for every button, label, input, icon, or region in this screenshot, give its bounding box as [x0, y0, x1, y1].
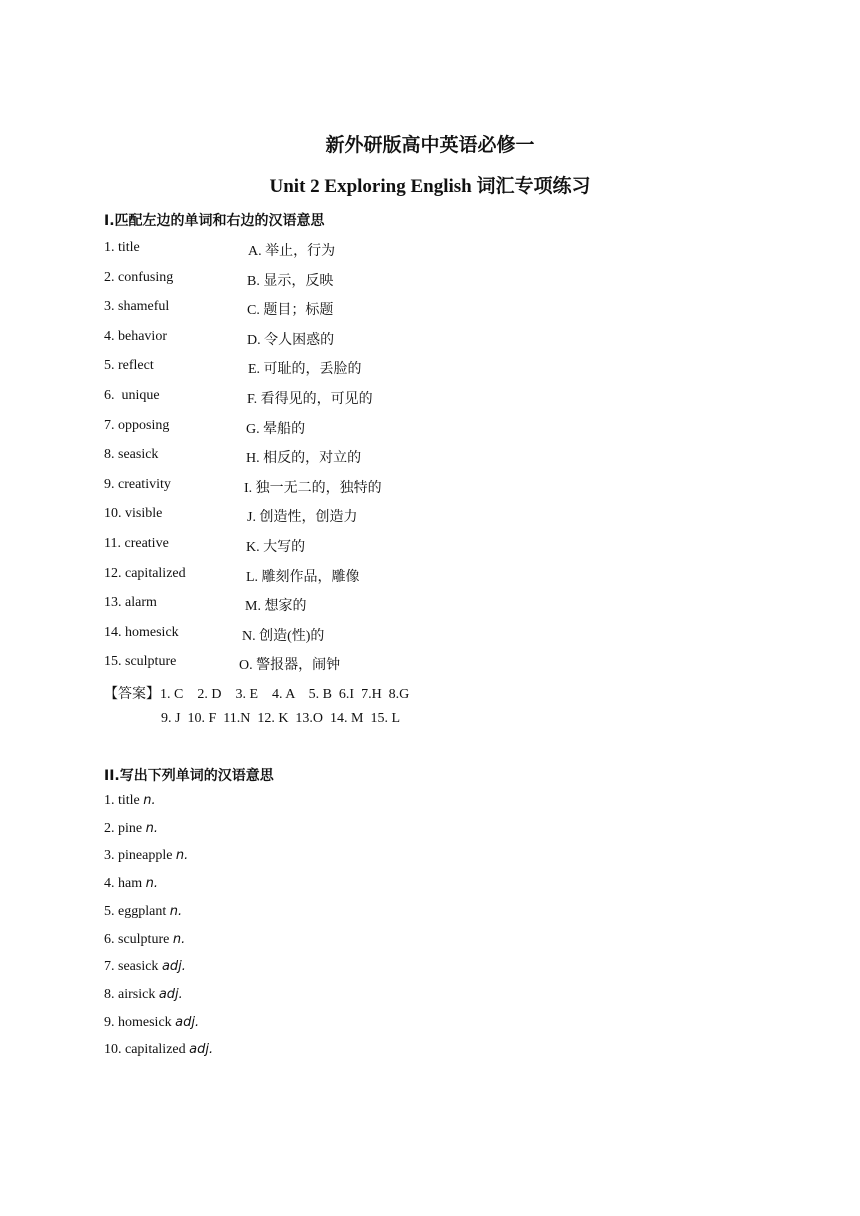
part-of-speech: n.: [145, 876, 158, 892]
word-list-item: [104, 821, 158, 837]
match-row: [104, 329, 604, 349]
match-row: [104, 418, 604, 438]
section2-heading: II.写出下列单词的汉语意思: [104, 768, 274, 784]
list-word: 2. pine: [104, 820, 146, 836]
part-of-speech: adj.: [189, 1042, 214, 1058]
match-word: 4. behavior: [104, 328, 167, 344]
match-word: 10. visible: [104, 506, 163, 522]
answer-line-1: 【答案】1. C 2. D 3. E 4. A 5. B 6.I 7.H 8.G: [104, 687, 410, 702]
document-subtitle: Unit 2 Exploring English 词汇专项练习: [269, 176, 591, 197]
match-meaning: B. 显示，反映: [247, 273, 334, 289]
part-of-speech: n.: [175, 848, 189, 864]
part-of-speech: n.: [169, 903, 183, 919]
match-meaning: C. 题目；标题: [247, 303, 334, 319]
match-row: [104, 270, 604, 290]
match-word: 6. unique: [104, 388, 160, 403]
word-list-item: [104, 876, 158, 892]
match-meaning: O. 警报器，闹钟: [239, 658, 341, 674]
match-meaning: K. 大写的: [246, 540, 306, 555]
match-meaning: E. 可耻的，丢脸的: [248, 362, 362, 378]
match-word: 14. homesick: [104, 624, 179, 640]
match-row: [104, 625, 604, 645]
match-row: [104, 654, 604, 674]
word-list-item: [104, 1015, 199, 1031]
match-row: [104, 447, 604, 467]
list-word: 10. capitalized: [104, 1042, 190, 1058]
list-word: 3. pineapple: [104, 848, 176, 864]
match-meaning: M. 想家的: [245, 599, 307, 615]
word-list-item: [104, 959, 186, 975]
match-word: 13. alarm: [104, 595, 157, 611]
match-word: 3. shameful: [104, 299, 170, 315]
word-list-item: [104, 932, 185, 948]
list-word: 7. seasick: [104, 959, 162, 975]
match-meaning: H. 相反的，对立的: [246, 451, 362, 467]
word-list-item: [104, 1042, 213, 1058]
match-row: [104, 358, 604, 378]
match-word: 15. sculpture: [104, 654, 177, 670]
part-of-speech: n.: [145, 820, 158, 836]
part-of-speech: n.: [143, 793, 156, 808]
list-word: 8. airsick: [104, 986, 159, 1002]
match-word: 5. reflect: [104, 358, 154, 374]
match-word: 2. confusing: [104, 269, 174, 285]
match-meaning: N. 创造(性)的: [242, 628, 325, 644]
word-list-item: [104, 987, 183, 1003]
match-word: 7. opposing: [104, 417, 170, 433]
part-of-speech: n.: [172, 931, 186, 947]
match-row: [104, 595, 604, 615]
match-word: 11. creative: [104, 536, 169, 551]
match-row: [104, 299, 604, 319]
list-word: 9. homesick: [104, 1014, 176, 1030]
match-word: 9. creativity: [104, 476, 171, 492]
match-meaning: I. 独一无二的，独特的: [244, 480, 382, 496]
part-of-speech: adj.: [161, 959, 186, 975]
section1-heading: I.匹配左边的单词和右边的汉语意思: [104, 213, 325, 229]
list-word: 5. eggplant: [104, 903, 170, 919]
word-list-item: [104, 793, 156, 809]
match-meaning: D. 令人困惑的: [247, 332, 335, 348]
list-word: 6. sculpture: [104, 931, 173, 947]
match-row: [104, 566, 604, 586]
match-word: 8. seasick: [104, 447, 159, 463]
match-meaning: L. 雕刻作品，雕像: [246, 569, 360, 585]
list-word: 4. ham: [104, 876, 146, 892]
match-row: [104, 240, 604, 260]
match-row: [104, 536, 604, 556]
part-of-speech: adj.: [158, 986, 183, 1002]
match-meaning: J. 创造性，创造力: [247, 510, 358, 526]
document-title: 新外研版高中英语必修一: [325, 134, 535, 156]
match-word: 1. title: [104, 240, 140, 255]
match-row: [104, 506, 604, 526]
word-list-item: [104, 904, 182, 920]
list-word: 1. title: [104, 793, 144, 808]
match-row: [104, 477, 604, 497]
part-of-speech: adj.: [175, 1014, 200, 1030]
match-row: [104, 388, 604, 408]
match-word: 12. capitalized: [104, 565, 186, 581]
match-meaning: G. 晕船的: [246, 421, 306, 437]
match-meaning: F. 看得见的，可见的: [247, 392, 373, 407]
word-list-item: [104, 848, 188, 864]
match-meaning: A. 举止，行为: [248, 244, 336, 259]
answer-line-2: 9. J 10. F 11.N 12. K 13.O 14. M 15. L: [161, 711, 401, 726]
